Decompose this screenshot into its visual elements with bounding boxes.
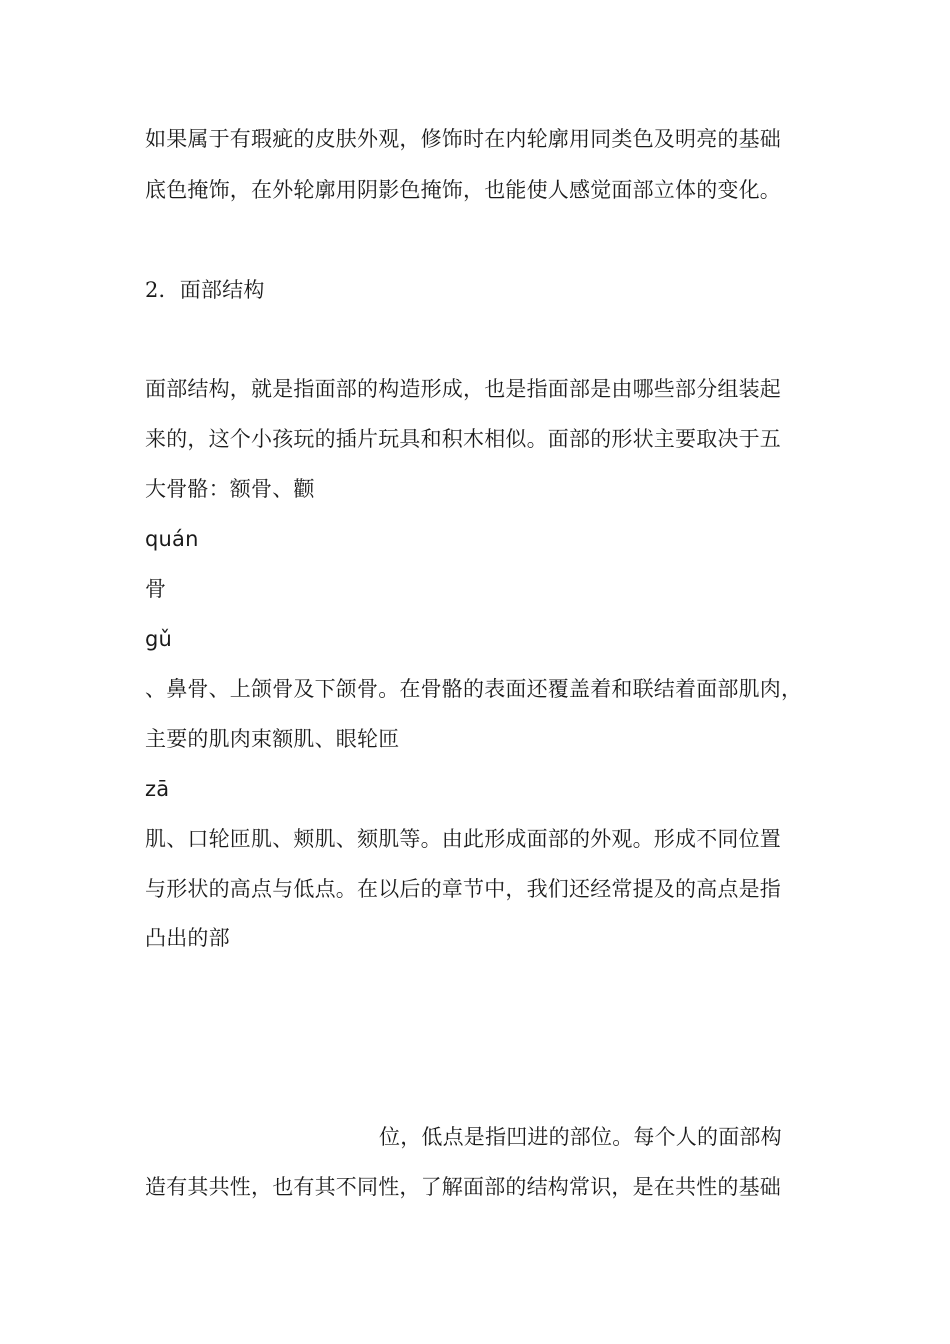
paragraph-2-line-3: 大骨骼：额骨、颧	[145, 477, 315, 501]
paragraph-2-line-1: 面部结构，就是指面部的构造形成，也是指面部是由哪些部分组装起	[145, 377, 781, 401]
paragraph-2-line-2: 来的，这个小孩玩的插片玩具和积木相似。面部的形状主要取决于五	[145, 427, 781, 451]
paragraph-1-line-1: 如果属于有瑕疵的皮肤外观，修饰时在内轮廓用同类色及明亮的基础	[145, 127, 781, 151]
pinyin-annotation-gu: gǔ	[145, 627, 173, 651]
paragraph-2-line-6: 主要的肌肉束额肌、眼轮匝	[145, 727, 400, 751]
paragraph-2-line-9: 凸出的部	[145, 926, 230, 950]
section-heading: 2．面部结构	[145, 278, 265, 302]
paragraph-2-line-8: 与形状的高点与低点。在以后的章节中，我们还经常提及的高点是指	[145, 877, 781, 901]
paragraph-2-line-7: 肌、口轮匝肌、颊肌、颏肌等。由此形成面部的外观。形成不同位置	[145, 827, 781, 851]
paragraph-1-line-2: 底色掩饰，在外轮廓用阴影色掩饰，也能使人感觉面部立体的变化。	[145, 178, 781, 202]
paragraph-2-line-4: 骨	[145, 577, 167, 601]
paragraph-3-line-2: 造有其共性，也有其不同性，了解面部的结构常识，是在共性的基础	[145, 1175, 781, 1199]
paragraph-2-line-5: 、鼻骨、上颌骨及下颌骨。在骨骼的表面还覆盖着和联结着面部肌肉，	[145, 677, 803, 701]
paragraph-3-line-1: 位，低点是指凹进的部位。每个人的面部构	[379, 1125, 782, 1149]
pinyin-annotation-quan: quán	[145, 527, 199, 551]
pinyin-annotation-za: zā	[145, 777, 170, 801]
